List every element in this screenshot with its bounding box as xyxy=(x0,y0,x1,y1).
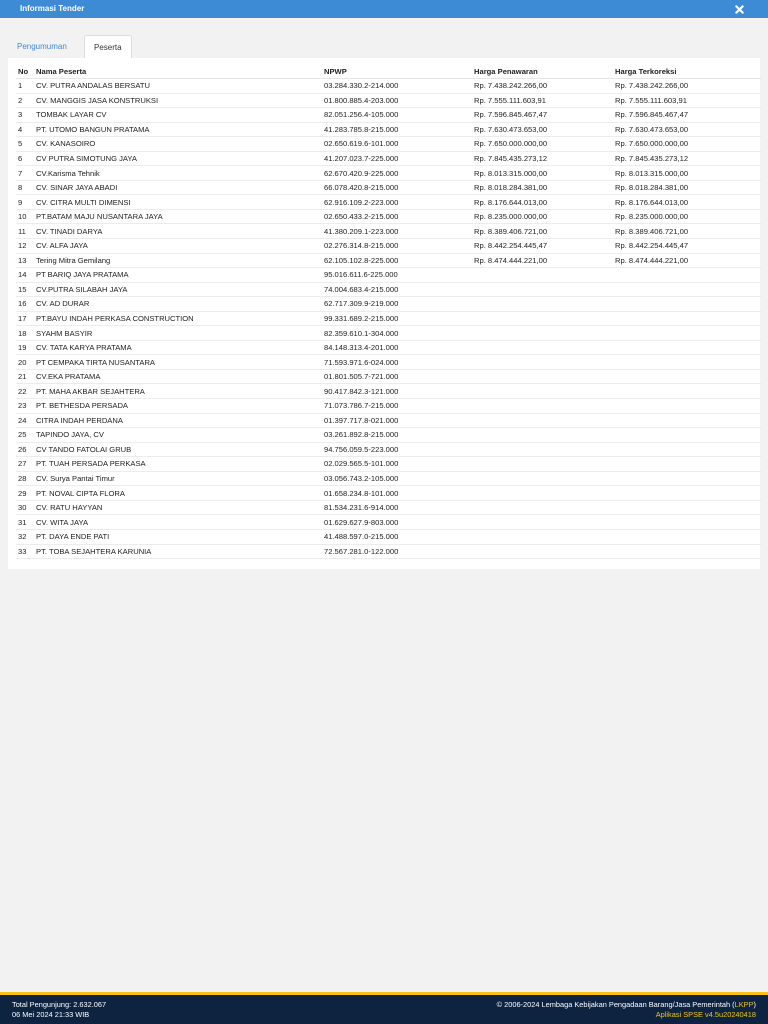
table-row xyxy=(16,442,762,457)
corrected-price: Rp. 8.442.254.445,47 xyxy=(613,239,762,254)
npwp-value: 41.283.785.8-215.000 xyxy=(322,122,472,137)
corrected-price xyxy=(613,486,762,501)
column-header-npwp: NPWP xyxy=(322,65,472,79)
npwp-value: 95.016.611.6-225.000 xyxy=(322,268,472,283)
table-row xyxy=(16,180,762,195)
bid-price xyxy=(472,529,613,544)
row-number: 28 xyxy=(16,471,34,486)
tab-pengumuman[interactable]: Pengumuman xyxy=(17,42,67,51)
table-row xyxy=(16,544,762,559)
row-number: 5 xyxy=(16,137,34,152)
bid-price: Rp. 7.650.000.000,00 xyxy=(472,137,613,152)
bid-price: Rp. 7.630.473.653,00 xyxy=(472,122,613,137)
corrected-price: Rp. 8.389.406.721,00 xyxy=(613,224,762,239)
footer xyxy=(0,992,768,1024)
bid-price xyxy=(472,340,613,355)
bid-price: Rp. 7.438.242.266,00 xyxy=(472,79,613,94)
corrected-price: Rp. 7.555.111.603,91 xyxy=(613,93,762,108)
npwp-value: 71.073.786.7-215.000 xyxy=(322,399,472,414)
bid-price xyxy=(472,471,613,486)
table-row xyxy=(16,340,762,355)
column-header-no: No xyxy=(16,65,34,79)
row-number: 3 xyxy=(16,108,34,123)
dialog-title: Informasi Tender xyxy=(20,4,85,13)
corrected-price xyxy=(613,442,762,457)
table-row xyxy=(16,282,762,297)
participant-name: CV. MANGGIS JASA KONSTRUKSI xyxy=(34,93,322,108)
npwp-value: 02.650.433.2-215.000 xyxy=(322,209,472,224)
participant-name: CV PUTRA SIMOTUNG JAYA xyxy=(34,151,322,166)
corrected-price xyxy=(613,413,762,428)
table-row xyxy=(16,209,762,224)
bid-price: Rp. 8.018.284.381,00 xyxy=(472,180,613,195)
table-row xyxy=(16,151,762,166)
table-row xyxy=(16,108,762,123)
table-row xyxy=(16,166,762,181)
corrected-price xyxy=(613,399,762,414)
participant-name: PT. MAHA AKBAR SEJAHTERA xyxy=(34,384,322,399)
corrected-price xyxy=(613,282,762,297)
npwp-value: 01.629.627.9-803.000 xyxy=(322,515,472,530)
participant-name: PT. BETHESDA PERSADA xyxy=(34,399,322,414)
table-row xyxy=(16,413,762,428)
participant-name: PT.BATAM MAJU NUSANTARA JAYA xyxy=(34,209,322,224)
bid-price xyxy=(472,384,613,399)
row-number: 12 xyxy=(16,239,34,254)
lkpp-link[interactable]: LKPP xyxy=(734,1000,754,1009)
corrected-price: Rp. 7.438.242.266,00 xyxy=(613,79,762,94)
bid-price: Rp. 8.235.000.000,00 xyxy=(472,209,613,224)
row-number: 29 xyxy=(16,486,34,501)
table-row xyxy=(16,355,762,370)
participant-name: TOMBAK LAYAR CV xyxy=(34,108,322,123)
participant-name: PT CEMPAKA TIRTA NUSANTARA xyxy=(34,355,322,370)
bid-price xyxy=(472,369,613,384)
footer-accent-stripe xyxy=(0,992,768,995)
participants-panel xyxy=(8,58,760,569)
bid-price xyxy=(472,428,613,443)
participant-name: CITRA INDAH PERDANA xyxy=(34,413,322,428)
npwp-value: 41.488.597.0-215.000 xyxy=(322,529,472,544)
npwp-value: 81.534.231.6-914.000 xyxy=(322,500,472,515)
participant-name: Tering Mitra Gemilang xyxy=(34,253,322,268)
npwp-value: 01.800.885.4-203.000 xyxy=(322,93,472,108)
column-header-bid-price: Harga Penawaran xyxy=(472,65,613,79)
table-row xyxy=(16,224,762,239)
copyright-end: ) xyxy=(753,1000,756,1009)
corrected-price xyxy=(613,326,762,341)
npwp-value: 62.670.420.9-225.000 xyxy=(322,166,472,181)
participant-name: CV.PUTRA SILABAH JAYA xyxy=(34,282,322,297)
participant-name: CV. RATU HAYYAN xyxy=(34,500,322,515)
dialog-header xyxy=(0,0,768,18)
npwp-value: 02.650.619.6-101.000 xyxy=(322,137,472,152)
corrected-price xyxy=(613,529,762,544)
npwp-value: 82.359.610.1-304.000 xyxy=(322,326,472,341)
bid-price xyxy=(472,500,613,515)
npwp-value: 01.801.505.7-721.000 xyxy=(322,369,472,384)
row-number: 24 xyxy=(16,413,34,428)
table-row xyxy=(16,369,762,384)
row-number: 22 xyxy=(16,384,34,399)
table-row xyxy=(16,486,762,501)
row-number: 30 xyxy=(16,500,34,515)
row-number: 15 xyxy=(16,282,34,297)
corrected-price: Rp. 8.235.000.000,00 xyxy=(613,209,762,224)
bid-price: Rp. 8.389.406.721,00 xyxy=(472,224,613,239)
bid-price xyxy=(472,268,613,283)
row-number: 9 xyxy=(16,195,34,210)
corrected-price xyxy=(613,268,762,283)
row-number: 8 xyxy=(16,180,34,195)
corrected-price xyxy=(613,515,762,530)
row-number: 31 xyxy=(16,515,34,530)
npwp-value: 01.397.717.8-021.000 xyxy=(322,413,472,428)
npwp-value: 82.051.256.4-105.000 xyxy=(322,108,472,123)
row-number: 25 xyxy=(16,428,34,443)
row-number: 17 xyxy=(16,311,34,326)
column-header-corrected-price: Harga Terkoreksi xyxy=(613,65,762,79)
table-row xyxy=(16,457,762,472)
participant-name: CV. KANASOIRO xyxy=(34,137,322,152)
participant-name: CV. CITRA MULTI DIMENSI xyxy=(34,195,322,210)
corrected-price: Rp. 8.176.644.013,00 xyxy=(613,195,762,210)
participant-name: CV. TINADI DARYA xyxy=(34,224,322,239)
participant-name: PT. DAYA ENDE PATI xyxy=(34,529,322,544)
table-row xyxy=(16,471,762,486)
npwp-value: 62.717.309.9-219.000 xyxy=(322,297,472,312)
corrected-price xyxy=(613,340,762,355)
npwp-value: 62.105.102.8-225.000 xyxy=(322,253,472,268)
npwp-value: 66.078.420.8-215.000 xyxy=(322,180,472,195)
participant-name: TAPINDO JAYA, CV xyxy=(34,428,322,443)
row-number: 18 xyxy=(16,326,34,341)
npwp-value: 02.029.565.5-101.000 xyxy=(322,457,472,472)
table-row xyxy=(16,384,762,399)
npwp-value: 41.207.023.7-225.000 xyxy=(322,151,472,166)
bid-price xyxy=(472,457,613,472)
participant-name: PT BARIQ JAYA PRATAMA xyxy=(34,268,322,283)
corrected-price xyxy=(613,369,762,384)
corrected-price xyxy=(613,311,762,326)
table-row xyxy=(16,137,762,152)
participants-table xyxy=(16,65,762,559)
bid-price: Rp. 8.013.315.000,00 xyxy=(472,166,613,181)
row-number: 23 xyxy=(16,399,34,414)
bid-price xyxy=(472,486,613,501)
corrected-price: Rp. 8.018.284.381,00 xyxy=(613,180,762,195)
row-number: 14 xyxy=(16,268,34,283)
bid-price xyxy=(472,515,613,530)
row-number: 19 xyxy=(16,340,34,355)
participant-name: CV. WITA JAYA xyxy=(34,515,322,530)
row-number: 21 xyxy=(16,369,34,384)
bid-price: Rp. 8.442.254.445,47 xyxy=(472,239,613,254)
participant-name: CV.EKA PRATAMA xyxy=(34,369,322,384)
bid-price: Rp. 8.176.644.013,00 xyxy=(472,195,613,210)
corrected-price xyxy=(613,297,762,312)
table-row xyxy=(16,529,762,544)
table-row xyxy=(16,399,762,414)
participant-name: SYAHM BASYIR xyxy=(34,326,322,341)
table-row xyxy=(16,297,762,312)
app-version: Aplikasi SPSE v4.5u20240418 xyxy=(655,1010,756,1019)
participant-name: CV. AD DURAR xyxy=(34,297,322,312)
corrected-price xyxy=(613,355,762,370)
table-row xyxy=(16,239,762,254)
bid-price xyxy=(472,297,613,312)
footer-datetime: 06 Mei 2024 21:33 WIB xyxy=(12,1010,90,1019)
bid-price: Rp. 7.555.111.603,91 xyxy=(472,93,613,108)
copyright-text xyxy=(497,1000,756,1009)
npwp-value: 03.284.330.2-214.000 xyxy=(322,79,472,94)
bid-price xyxy=(472,544,613,559)
table-row xyxy=(16,500,762,515)
npwp-value: 02.276.314.8-215.000 xyxy=(322,239,472,254)
table-row xyxy=(16,311,762,326)
row-number: 26 xyxy=(16,442,34,457)
corrected-price: Rp. 7.650.000.000,00 xyxy=(613,137,762,152)
table-row xyxy=(16,326,762,341)
row-number: 7 xyxy=(16,166,34,181)
row-number: 33 xyxy=(16,544,34,559)
bid-price xyxy=(472,311,613,326)
column-header-name: Nama Peserta xyxy=(34,65,322,79)
bid-price: Rp. 7.596.845.467,47 xyxy=(472,108,613,123)
row-number: 6 xyxy=(16,151,34,166)
corrected-price xyxy=(613,544,762,559)
npwp-value: 90.417.842.3-121.000 xyxy=(322,384,472,399)
corrected-price xyxy=(613,500,762,515)
row-number: 32 xyxy=(16,529,34,544)
table-header-row xyxy=(16,65,762,79)
participant-name: PT. UTOMO BANGUN PRATAMA xyxy=(34,122,322,137)
row-number: 13 xyxy=(16,253,34,268)
npwp-value: 84.148.313.4-201.000 xyxy=(322,340,472,355)
npwp-value: 03.261.892.8-215.000 xyxy=(322,428,472,443)
npwp-value: 03.056.743.2-105.000 xyxy=(322,471,472,486)
bid-price xyxy=(472,326,613,341)
corrected-price: Rp. 8.474.444.221,00 xyxy=(613,253,762,268)
corrected-price xyxy=(613,471,762,486)
npwp-value: 01.658.234.8-101.000 xyxy=(322,486,472,501)
corrected-price xyxy=(613,457,762,472)
npwp-value: 94.756.059.5-223.000 xyxy=(322,442,472,457)
participant-name: CV TANDO FATOLAI GRUB xyxy=(34,442,322,457)
participant-name: CV. ALFA JAYA xyxy=(34,239,322,254)
table-body xyxy=(16,79,762,559)
table-row xyxy=(16,79,762,94)
table-row xyxy=(16,195,762,210)
row-number: 16 xyxy=(16,297,34,312)
row-number: 11 xyxy=(16,224,34,239)
table-row xyxy=(16,428,762,443)
npwp-value: 71.593.971.6-024.000 xyxy=(322,355,472,370)
visitor-count: Total Pengunjung: 2.632.067 xyxy=(12,1000,107,1009)
table-row xyxy=(16,122,762,137)
participant-name: CV. TATA KARYA PRATAMA xyxy=(34,340,322,355)
participant-name: CV. PUTRA ANDALAS BERSATU xyxy=(34,79,322,94)
bid-price xyxy=(472,399,613,414)
table-row xyxy=(16,515,762,530)
row-number: 4 xyxy=(16,122,34,137)
participant-name: PT. NOVAL CIPTA FLORA xyxy=(34,486,322,501)
corrected-price: Rp. 7.596.845.467,47 xyxy=(613,108,762,123)
participant-name: PT.BAYU INDAH PERKASA CONSTRUCTION xyxy=(34,311,322,326)
row-number: 10 xyxy=(16,209,34,224)
bid-price: Rp. 8.474.444.221,00 xyxy=(472,253,613,268)
row-number: 27 xyxy=(16,457,34,472)
participant-name: CV. SINAR JAYA ABADI xyxy=(34,180,322,195)
corrected-price: Rp. 7.630.473.653,00 xyxy=(613,122,762,137)
participant-name: CV. Surya Pantai Timur xyxy=(34,471,322,486)
bid-price: Rp. 7.845.435.273,12 xyxy=(472,151,613,166)
participant-name: CV.Karisma Tehnik xyxy=(34,166,322,181)
npwp-value: 41.380.209.1-223.000 xyxy=(322,224,472,239)
npwp-value: 74.004.683.4-215.000 xyxy=(322,282,472,297)
corrected-price: Rp. 7.845.435.273,12 xyxy=(613,151,762,166)
bid-price xyxy=(472,413,613,428)
tab-peserta[interactable]: Peserta xyxy=(84,35,132,59)
tab-bar xyxy=(8,35,760,58)
row-number: 20 xyxy=(16,355,34,370)
bid-price xyxy=(472,442,613,457)
row-number: 2 xyxy=(16,93,34,108)
table-row xyxy=(16,253,762,268)
row-number: 1 xyxy=(16,79,34,94)
copyright-label: © 2006-2024 Lembaga Kebijakan Pengadaan Barang/Jasa Pemerintah ( xyxy=(496,1000,735,1009)
npwp-value: 99.331.689.2-215.000 xyxy=(322,311,472,326)
corrected-price xyxy=(613,384,762,399)
bid-price xyxy=(472,282,613,297)
participant-name: PT. TOBA SEJAHTERA KARUNIA xyxy=(34,544,322,559)
npwp-value: 72.567.281.0-122.000 xyxy=(322,544,472,559)
close-icon[interactable] xyxy=(732,1,746,17)
npwp-value: 62.916.109.2-223.000 xyxy=(322,195,472,210)
table-row xyxy=(16,93,762,108)
table-row xyxy=(16,268,762,283)
bid-price xyxy=(472,355,613,370)
participant-name: PT. TUAH PERSADA PERKASA xyxy=(34,457,322,472)
corrected-price: Rp. 8.013.315.000,00 xyxy=(613,166,762,181)
corrected-price xyxy=(613,428,762,443)
